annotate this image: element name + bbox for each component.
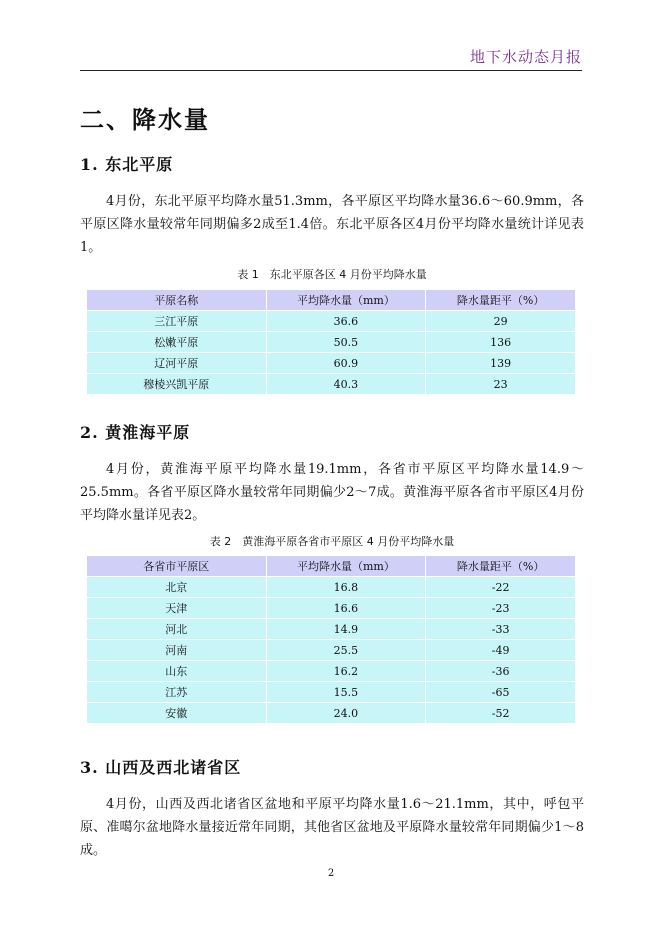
cell-anomaly: 139	[426, 353, 576, 374]
cell-anomaly: -65	[426, 682, 576, 703]
page-number: 2	[327, 868, 335, 879]
cell-precip: 16.2	[266, 661, 426, 682]
cell-name: 江苏	[87, 682, 267, 703]
cell-precip: 14.9	[266, 619, 426, 640]
cell-name: 穆棱兴凯平原	[87, 374, 267, 395]
cell-name: 河北	[87, 619, 267, 640]
paragraph-northeast-plain: 4月份，东北平原平均降水量51.3mm，各平原区平均降水量36.6～60.9mm，各平原区降水量较常年同期偏多2成至1.4倍。东北平原各区4月份平均降水量统计详见表1。	[80, 194, 584, 255]
cell-anomaly: -36	[426, 661, 576, 682]
table1-caption: 表 1 东北平原各区 4 月份平均降水量	[237, 268, 427, 281]
table-row	[87, 640, 576, 661]
cell-anomaly: 23	[426, 374, 576, 395]
report-header-title: 地下水动态月报	[469, 48, 582, 66]
table-row	[87, 374, 576, 395]
header-rule	[80, 70, 582, 71]
table-row	[87, 353, 576, 374]
table-row	[87, 577, 576, 598]
table2-caption: 表 2 黄淮海平原各省市平原区 4 月份平均降水量	[209, 535, 455, 548]
cell-name: 天津	[87, 598, 267, 619]
table-row	[87, 311, 576, 332]
table-row	[87, 619, 576, 640]
cell-anomaly: 29	[426, 311, 576, 332]
table-row	[87, 661, 576, 682]
table-row	[87, 682, 576, 703]
cell-name: 北京	[87, 577, 267, 598]
table-hhh-precip	[86, 555, 576, 724]
section-title: 二、降水量	[80, 105, 210, 134]
cell-precip: 50.5	[266, 332, 426, 353]
cell-name: 三江平原	[87, 311, 267, 332]
cell-anomaly: 136	[426, 332, 576, 353]
cell-precip: 60.9	[266, 353, 426, 374]
cell-name: 安徽	[87, 703, 267, 724]
table-row	[87, 332, 576, 353]
cell-anomaly: -22	[426, 577, 576, 598]
col-header: 降水量距平（%）	[426, 556, 576, 577]
cell-name: 山东	[87, 661, 267, 682]
cell-anomaly: -49	[426, 640, 576, 661]
cell-anomaly: -52	[426, 703, 576, 724]
cell-anomaly: -23	[426, 598, 576, 619]
table-row	[87, 703, 576, 724]
table-row	[87, 598, 576, 619]
table-northeast-precip	[86, 289, 576, 395]
table-header-row	[87, 556, 576, 577]
col-header: 降水量距平（%）	[426, 290, 576, 311]
col-header: 平原名称	[87, 290, 267, 311]
col-header: 平均降水量（mm）	[266, 290, 426, 311]
cell-name: 松嫩平原	[87, 332, 267, 353]
cell-precip: 24.0	[266, 703, 426, 724]
heading-huang-huai-hai-plain: 2. 黄淮海平原	[80, 423, 191, 442]
paragraph-huang-huai-hai-plain: 4月份，黄淮海平原平均降水量19.1mm，各省市平原区平均降水量14.9～25.5mm。各省平原区降水量较常年同期偏少2～7成。黄淮海平原各省市平原区4月份平均降水量详见表2。	[80, 462, 584, 523]
cell-precip: 40.3	[266, 374, 426, 395]
cell-precip: 16.8	[266, 577, 426, 598]
col-header: 平均降水量（mm）	[266, 556, 426, 577]
paragraph-shanxi-northwest: 4月份，山西及西北诸省区盆地和平原平均降水量1.6～21.1mm，其中，呼包平原、准噶尔盆地降水量接近常年同期，其他省区盆地及平原降水量较常年同期偏少1～8成。	[80, 797, 584, 858]
col-header: 各省市平原区	[87, 556, 267, 577]
cell-precip: 15.5	[266, 682, 426, 703]
cell-precip: 36.6	[266, 311, 426, 332]
cell-anomaly: -33	[426, 619, 576, 640]
table-header-row	[87, 290, 576, 311]
cell-precip: 16.6	[266, 598, 426, 619]
cell-name: 辽河平原	[87, 353, 267, 374]
heading-shanxi-northwest: 3. 山西及西北诸省区	[80, 758, 242, 777]
cell-name: 河南	[87, 640, 267, 661]
heading-northeast-plain: 1. 东北平原	[80, 155, 174, 174]
cell-precip: 25.5	[266, 640, 426, 661]
